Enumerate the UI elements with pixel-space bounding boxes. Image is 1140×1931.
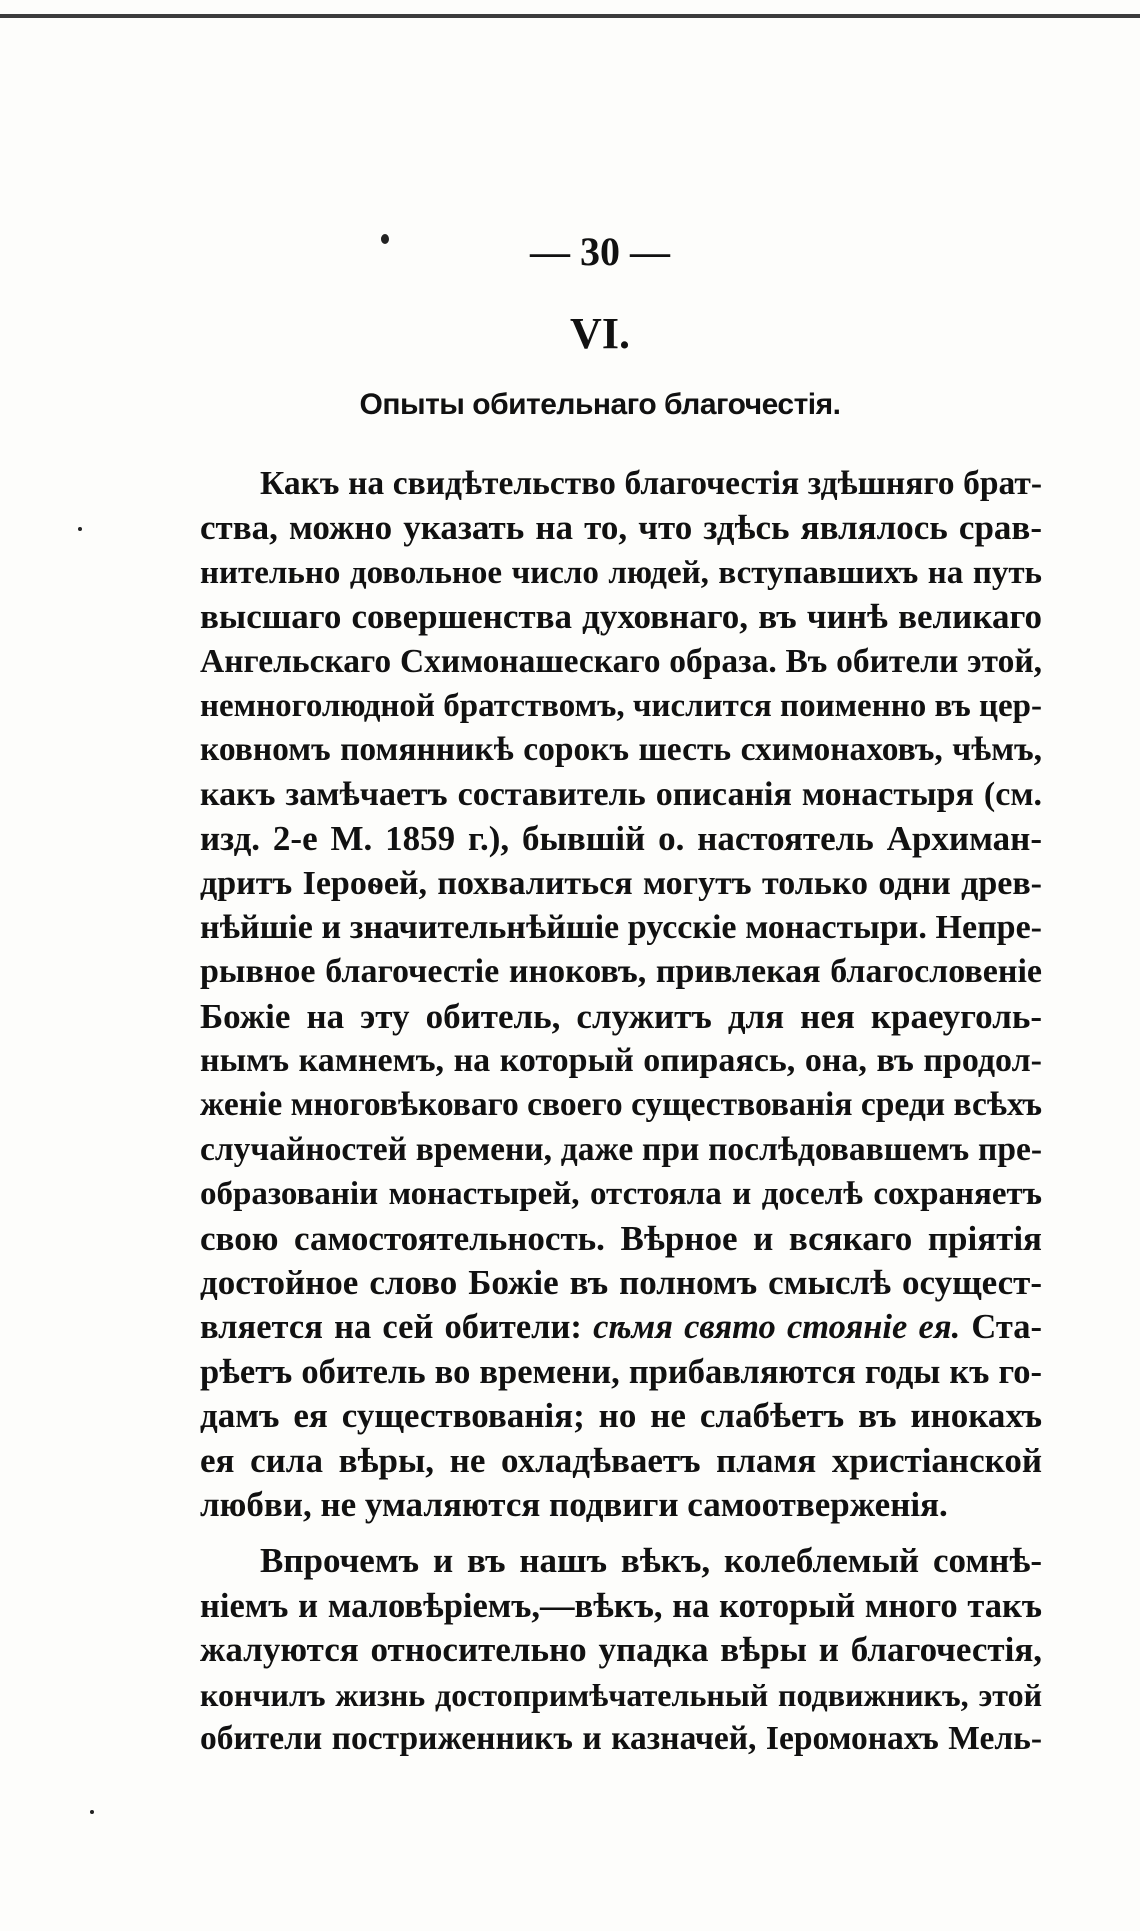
text-line: ства, можно указать на то, что здѣсь являлось срав- <box>200 508 1042 548</box>
text-line: ковномъ помянникѣ сорокъ шесть схимонаховъ, чѣмъ, <box>200 731 1042 769</box>
text-line: любви, не умаляются подвиги самоотверженія. <box>200 1484 948 1524</box>
text-line: Ангельскаго Схимонашескаго образа. Въ обители этой, <box>200 642 1042 680</box>
ink-speck <box>90 1810 94 1814</box>
text-line: достойное слово Божіе въ полномъ смыслѣ осущест- <box>200 1263 1042 1303</box>
ink-speck <box>78 527 82 531</box>
text-fragment: Ста- <box>960 1308 1042 1347</box>
ink-speck <box>381 234 389 244</box>
page-number: — 30 — <box>530 229 670 274</box>
paragraph-1 <box>200 462 1042 1527</box>
text-line: дритъ Іероѳей, похвалиться могутъ только одни древ- <box>200 864 1042 902</box>
text-line: свою самостоятельность. Вѣрное и всякаго пріятія <box>200 1218 1042 1258</box>
body-text <box>200 462 1042 1761</box>
text-line-with-quote <box>200 1305 1042 1349</box>
text-line: нѣйшіе и значительнѣйшіе русскіе монастыри. Непре- <box>200 908 1042 946</box>
text-line: Божіе на эту обитель, служитъ для нея краеуголь- <box>200 996 1042 1036</box>
text-line: высшаго совершенства духовнаго, въ чинѣ великаго <box>200 597 1042 637</box>
top-edge-rule <box>0 14 1140 18</box>
text-line: случайностей времени, даже при послѣдовавшемъ пре- <box>200 1130 1042 1168</box>
text-line: женіе многовѣковаго своего существованія среди всѣхъ <box>200 1086 1042 1124</box>
text-line: рывное благочестіе иноковъ, привлекая благословеніе <box>200 953 1042 991</box>
scripture-quote: сѣмя свято стояніе ея. <box>593 1308 961 1347</box>
text-line: обители постриженникъ и казначей, Іеромонахъ Мель- <box>200 1719 1042 1757</box>
text-line: Впрочемъ и въ нашъ вѣкъ, колеблемый сомнѣ- <box>260 1541 1042 1581</box>
text-line: кончилъ жизнь достопримѣчательный подвижникъ, этой <box>200 1676 1042 1713</box>
text-line: Какъ на свидѣтельство благочестія здѣшняго брат- <box>260 465 1042 502</box>
text-line: ніемъ и маловѣріемъ,—вѣкъ, на который много такъ <box>200 1586 1042 1625</box>
text-line: ея сила вѣры, не охладѣваетъ пламя христіанской <box>200 1440 1042 1480</box>
text-line: рѣетъ обитель во времени, прибавляются годы къ го- <box>200 1352 1042 1391</box>
text-line: нымъ камнемъ, на который опираясь, она, въ продол- <box>200 1042 1042 1080</box>
chapter-title: Опыты обительнаго благочестія. <box>359 388 841 421</box>
text-line: образованіи монастырей, отстояла и доселѣ сохраняетъ <box>200 1176 1042 1213</box>
text-line: какъ замѣчаетъ составитель описанія монастыря (см. <box>200 775 1042 813</box>
text-line: немноголюдной братствомъ, числится поименно въ цер- <box>200 687 1042 724</box>
chapter-numeral: VI. <box>570 309 630 358</box>
paragraph-2 <box>200 1539 1042 1761</box>
text-line: жалуются относительно упадка вѣры и благочестія, <box>200 1630 1042 1670</box>
text-fragment: вляется на сей обители: <box>200 1308 594 1347</box>
text-line: дамъ ея существованія; но не слабѣетъ въ инокахъ <box>200 1396 1042 1436</box>
text-line: изд. 2-е М. 1859 г.), бывшій о. настоятель Архиман- <box>200 819 1042 859</box>
text-line: нительно довольное число людей, вступавшихъ на путь <box>200 554 1042 591</box>
